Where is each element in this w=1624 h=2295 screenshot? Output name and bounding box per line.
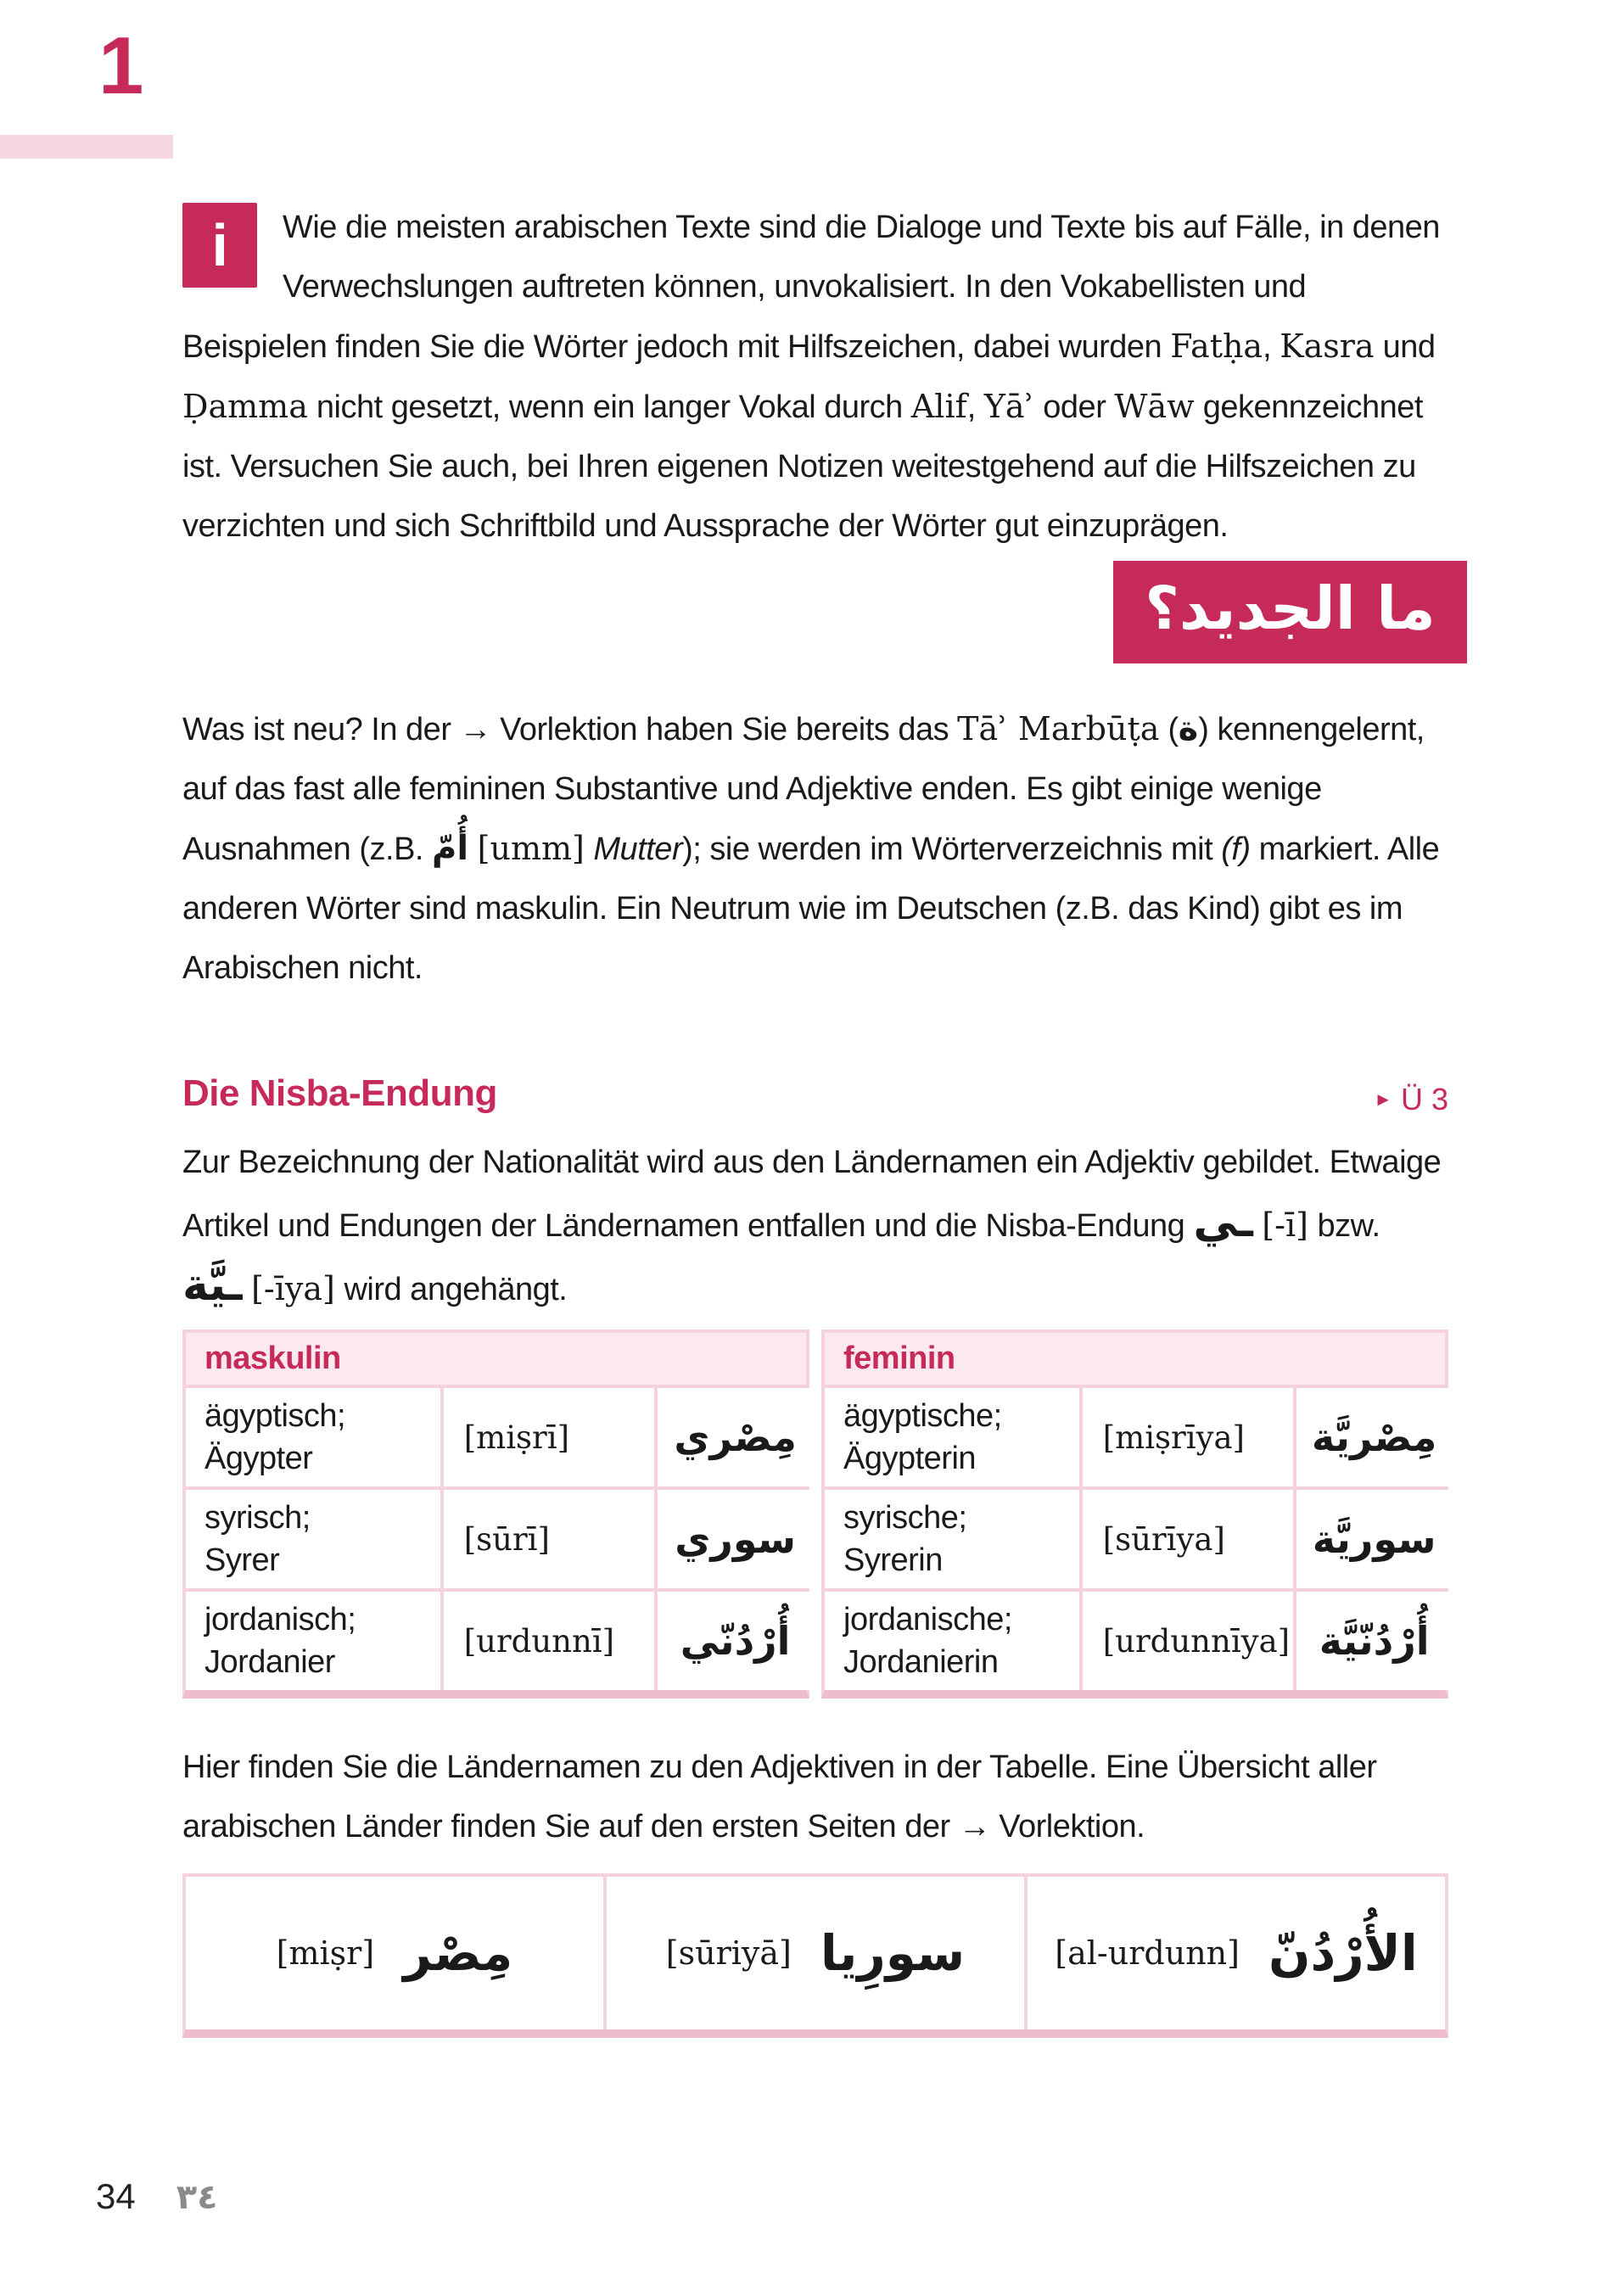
paragraph-nisba-erklaerung: Zur Bezeichnung der Nationalität wird aus den Ländernamen ein Adjektiv gebildet. Etwaige Artikel und Endungen der Ländernamen entfallen und die Nisba-Endung ـي [-ī] bzw. ـيَّة [-īya] wird angehängt. — [182, 1145, 1442, 1311]
german-cell — [186, 1490, 440, 1588]
page-footer — [96, 2176, 218, 2217]
paragraph-was-ist-neu: Was ist neu? In der → Vorlektion haben Sie bereits das Tāʾ Marbūṭa (ة) kennengelernt, auf das fast alle femininen Substantive und Adjektive enden. Es gibt einige wenige Ausnahmen (z.B. أُمّ [umm] Mutter); sie werden im Wörterverzeichnis mit (f) markiert. Alle anderen Wörter sind maskulin. Ein Neutrum wie im Deutschen (z.B. das Kind) gibt es im Arabischen nicht. — [182, 709, 1440, 986]
transliteration-cell: [miṣrīya] — [1083, 1388, 1294, 1486]
german-cell — [825, 1490, 1079, 1588]
country-arabic: سورِيا — [820, 1924, 966, 1982]
table-header-maskulin: maskulin — [186, 1333, 806, 1385]
transliteration-cell: [urdunnīya] — [1083, 1592, 1294, 1690]
transliteration-cell: [sūrīya] — [1083, 1490, 1294, 1588]
german-cell — [825, 1388, 1079, 1486]
german-line2: Syrerin — [843, 1542, 943, 1578]
country-transliteration: [sūriyā] — [665, 1934, 792, 1972]
countries-table — [182, 1873, 1448, 2038]
vocab-tables-row — [182, 1329, 1448, 1699]
german-line2: Jordanierin — [843, 1644, 999, 1680]
table-header-feminin: feminin — [825, 1333, 1445, 1385]
arabic-cell: مِصْري — [658, 1388, 813, 1486]
german-cell — [186, 1592, 440, 1690]
info-paragraph — [182, 198, 1448, 556]
vocab-table-feminin — [821, 1329, 1448, 1699]
page-number-arabic: ٣٤ — [176, 2178, 218, 2217]
triangle-right-icon: ► — [1374, 1089, 1392, 1110]
country-transliteration: [al-urdunn] — [1055, 1934, 1240, 1972]
german-line2: Jordanier — [204, 1644, 335, 1680]
nisba-section-heading-row — [182, 1072, 1448, 1117]
german-line1: ägyptisch; — [204, 1398, 346, 1434]
table-body — [186, 1388, 806, 1690]
chapter-accent-bar — [0, 135, 173, 159]
arabic-cell: مِصْريَّة — [1296, 1388, 1452, 1486]
german-cell — [825, 1592, 1079, 1690]
section-title: Die Nisba-Endung — [182, 1072, 497, 1114]
german-line1: ägyptische; — [843, 1398, 1002, 1434]
whats-new-banner — [1113, 561, 1467, 663]
german-cell — [186, 1388, 440, 1486]
info-icon: i — [182, 203, 257, 288]
country-cell-misr — [186, 1877, 603, 2029]
transliteration-cell: [sūrī] — [444, 1490, 655, 1588]
german-line1: jordanische; — [843, 1602, 1012, 1637]
german-line1: syrische; — [843, 1500, 967, 1536]
exercise-label: Ü 3 — [1400, 1082, 1448, 1117]
german-line1: syrisch; — [204, 1500, 311, 1536]
transliteration-cell: [miṣrī] — [444, 1388, 655, 1486]
vocab-table-maskulin — [182, 1329, 809, 1699]
paragraph-laendernamen: Hier finden Sie die Ländernamen zu den Adjektiven in der Tabelle. Eine Übersicht aller arabischen Länder finden Sie auf den ersten Seiten der → Vorlektion. — [182, 1749, 1377, 1844]
transliteration-cell: [urdunnī] — [444, 1592, 655, 1690]
chapter-number: 1 — [98, 20, 144, 111]
table-body — [825, 1388, 1445, 1690]
arabic-cell: أُرْدُنّيَّة — [1296, 1592, 1452, 1690]
banner-arabic-title: ما الجديد؟ — [1145, 573, 1436, 643]
info-text: Wie die meisten arabischen Texte sind die Dialoge und Texte bis auf Fälle, in denen Verwechslungen auftreten können, unvokalisiert. In den Vokabellisten und Beispielen finden Sie die Wörter jedoch mit Hilfszeichen, dabei wurden Fatḥa, Kasra und Ḍamma nicht gesetzt, wenn ein langer Vokal durch Alif, Yāʾ oder Wāw gekennzeichnet ist. Versuchen Sie auch, bei Ihren eigenen Notizen weitestgehend auf die Hilfszeichen zu verzichten und sich Schriftbild und Aussprache der Wörter gut einzuprägen. — [182, 210, 1440, 544]
arabic-cell: سوري — [658, 1490, 813, 1588]
country-arabic: الأُرْدُنّ — [1268, 1924, 1418, 1982]
german-line2: Syrer — [204, 1542, 280, 1578]
arabic-cell: أُرْدُنّي — [658, 1592, 813, 1690]
german-line2: Ägypterin — [843, 1441, 977, 1476]
country-transliteration: [miṣr] — [276, 1934, 375, 1972]
german-line2: Ägypter — [204, 1441, 313, 1476]
country-cell-alurdunn — [1028, 1877, 1445, 2029]
country-cell-suriya — [607, 1877, 1024, 2029]
exercise-reference — [1374, 1082, 1448, 1117]
country-arabic: مِصْر — [403, 1924, 513, 1982]
page-number: 34 — [96, 2176, 136, 2216]
german-line1: jordanisch; — [204, 1602, 356, 1637]
page-content — [182, 198, 1448, 2038]
arabic-cell: سوريَّة — [1296, 1490, 1452, 1588]
